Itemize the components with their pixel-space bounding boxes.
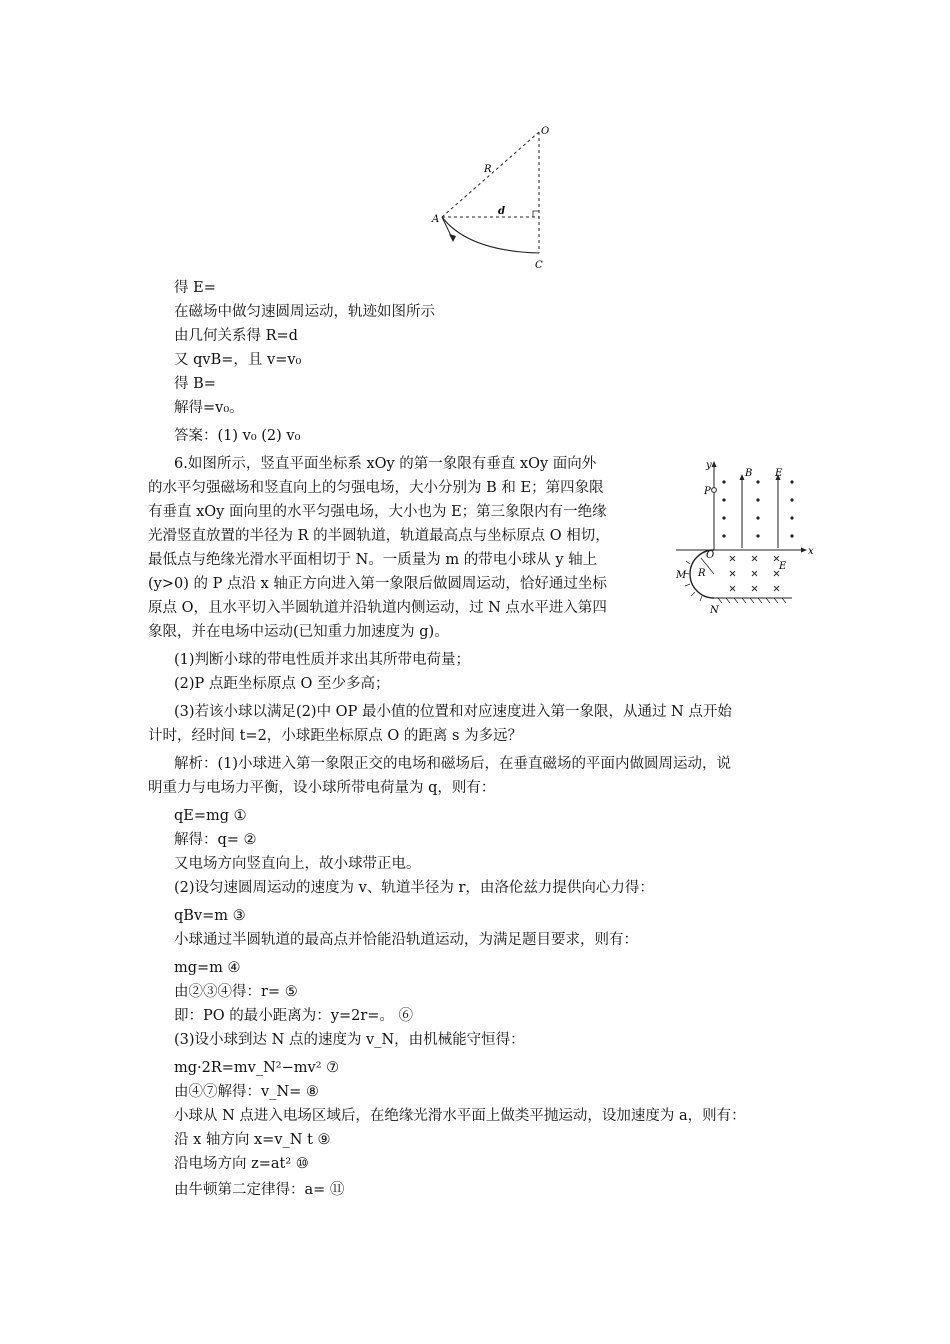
label-B: B bbox=[745, 468, 753, 479]
question-line: 计时，经时间 t=2，小球距坐标原点 O 的距离 s 为多远？ bbox=[148, 728, 523, 744]
text-line: 得 E= bbox=[174, 280, 216, 296]
label-O: O bbox=[541, 126, 550, 137]
problem-line: 光滑竖直放置的半径为 R 的半圆轨道，轨道最高点与坐标原点 O 相切， bbox=[148, 528, 610, 544]
field-arrow bbox=[740, 474, 745, 480]
solution-line: 小球从 N 点进入电场区域后，在绝缘光滑水平面上做类平抛运动，设加速度为 a，则有： bbox=[174, 1108, 746, 1124]
text-line: 又 qvB=，且 v=v₀ bbox=[174, 352, 302, 368]
field-diagram bbox=[672, 452, 818, 618]
right-angle-mark bbox=[533, 211, 539, 217]
solution-line: 由牛顿第二定律得：a= ⑪ bbox=[174, 1182, 345, 1198]
solution-line: 由②③④得：r= ⑤ bbox=[174, 984, 298, 1000]
solution-line: (2)设匀速圆周运动的速度为 v、轨道半径为 r，由洛伦兹力提供向心力得： bbox=[174, 880, 654, 896]
label-E-top: E bbox=[775, 468, 783, 479]
geometry-figure bbox=[420, 118, 570, 278]
solution-line: 沿 x 轴方向 x=v_N t ⑨ bbox=[174, 1132, 331, 1148]
solution-line: 明重力与电场力平衡，设小球所带电荷量为 q，则有： bbox=[148, 780, 496, 796]
label-R: R bbox=[484, 164, 492, 175]
text-line: 在磁场中做匀速圆周运动，轨迹如图所示 bbox=[174, 304, 435, 320]
solution-line: 解得：q= ② bbox=[174, 832, 257, 848]
label-C: C bbox=[535, 260, 543, 271]
problem-line: 原点 O，且水平切入半圆轨道并沿轨道内侧运动，过 N 点水平进入第四 bbox=[148, 600, 607, 616]
solution-line: 沿电场方向 z=at² ⑩ bbox=[174, 1156, 309, 1172]
question-line: (1)判断小球的带电性质并求出其所带电荷量； bbox=[174, 652, 471, 668]
text-line: 由几何关系得 R=d bbox=[174, 328, 298, 344]
point-P bbox=[712, 488, 717, 493]
label-P: P bbox=[704, 486, 711, 497]
track-hatching bbox=[684, 561, 702, 601]
arrow-head bbox=[449, 234, 456, 242]
solution-line: 又电场方向竖直向上，故小球带正电。 bbox=[174, 856, 421, 872]
solution-line: mg=m ④ bbox=[174, 960, 241, 976]
plane-hatching bbox=[718, 598, 786, 603]
label-O: O bbox=[706, 550, 715, 561]
label-d: d bbox=[498, 206, 505, 217]
x-axis-arrow bbox=[801, 548, 807, 553]
magnetic-field-dots bbox=[722, 480, 793, 537]
label-E-bottom: E bbox=[779, 561, 787, 572]
solution-line: qBv=m ③ bbox=[174, 908, 246, 924]
problem-line: 6.如图所示，竖直平面坐标系 xOy 的第一象限有垂直 xOy 面向外 bbox=[174, 456, 597, 472]
solution-line: 解析：(1)小球进入第一象限正交的电场和磁场后，在垂直磁场的平面内做圆周运动，说 bbox=[174, 756, 732, 772]
solution-line: 小球通过半圆轨道的最高点并恰能沿轨道运动，为满足题目要求，则有： bbox=[174, 932, 638, 948]
question-line: (3)若该小球以满足(2)中 OP 最小值的位置和对应速度进入第一象限，从通过 N 点开始 bbox=[174, 704, 732, 720]
magnetic-field-crosses bbox=[730, 556, 779, 591]
problem-line: 最低点与绝缘光滑水平面相切于 N。一质量为 m 的带电小球从 y 轴上 bbox=[148, 552, 598, 568]
arc-trajectory bbox=[442, 217, 539, 253]
y-axis-arrow bbox=[712, 461, 717, 467]
label-M: M bbox=[676, 570, 687, 581]
problem-line: 象限，并在电场中运动(已知重力加速度为 g)。 bbox=[148, 624, 449, 640]
label-y: y bbox=[706, 460, 712, 471]
text-line: 得 B= bbox=[174, 376, 216, 392]
answer-line: 答案：(1) v₀ (2) v₀ bbox=[174, 428, 301, 444]
label-N: N bbox=[710, 605, 719, 616]
problem-line: (y>0) 的 P 点沿 x 轴正方向进入第一象限后做圆周运动，恰好通过坐标 bbox=[148, 576, 607, 592]
label-x: x bbox=[808, 546, 814, 557]
problem-line: 的水平匀强磁场和竖直向上的匀强电场，大小分别为 B 和 E；第四象限 bbox=[148, 480, 604, 496]
solution-line: mg·2R=mv_N²−mv² ⑦ bbox=[174, 1060, 340, 1076]
problem-line: 有垂直 xOy 面向里的水平匀强电场，大小也为 E；第三象限内有一绝缘 bbox=[148, 504, 607, 520]
solution-line: (3)设小球到达 N 点的速度为 v_N，由机械能守恒得： bbox=[174, 1032, 525, 1048]
label-R: R bbox=[698, 568, 706, 579]
solution-line: 由④⑦解得：v_N= ⑧ bbox=[174, 1084, 319, 1100]
solution-line: 即：PO 的最小距离为：y=2r=。 ⑥ bbox=[174, 1008, 414, 1024]
label-A: A bbox=[432, 214, 440, 225]
text-line: 解得=v₀。 bbox=[174, 400, 244, 416]
solution-line: qE=mg ① bbox=[174, 808, 247, 824]
question-line: (2)P 点距坐标原点 O 至少多高； bbox=[174, 676, 390, 692]
